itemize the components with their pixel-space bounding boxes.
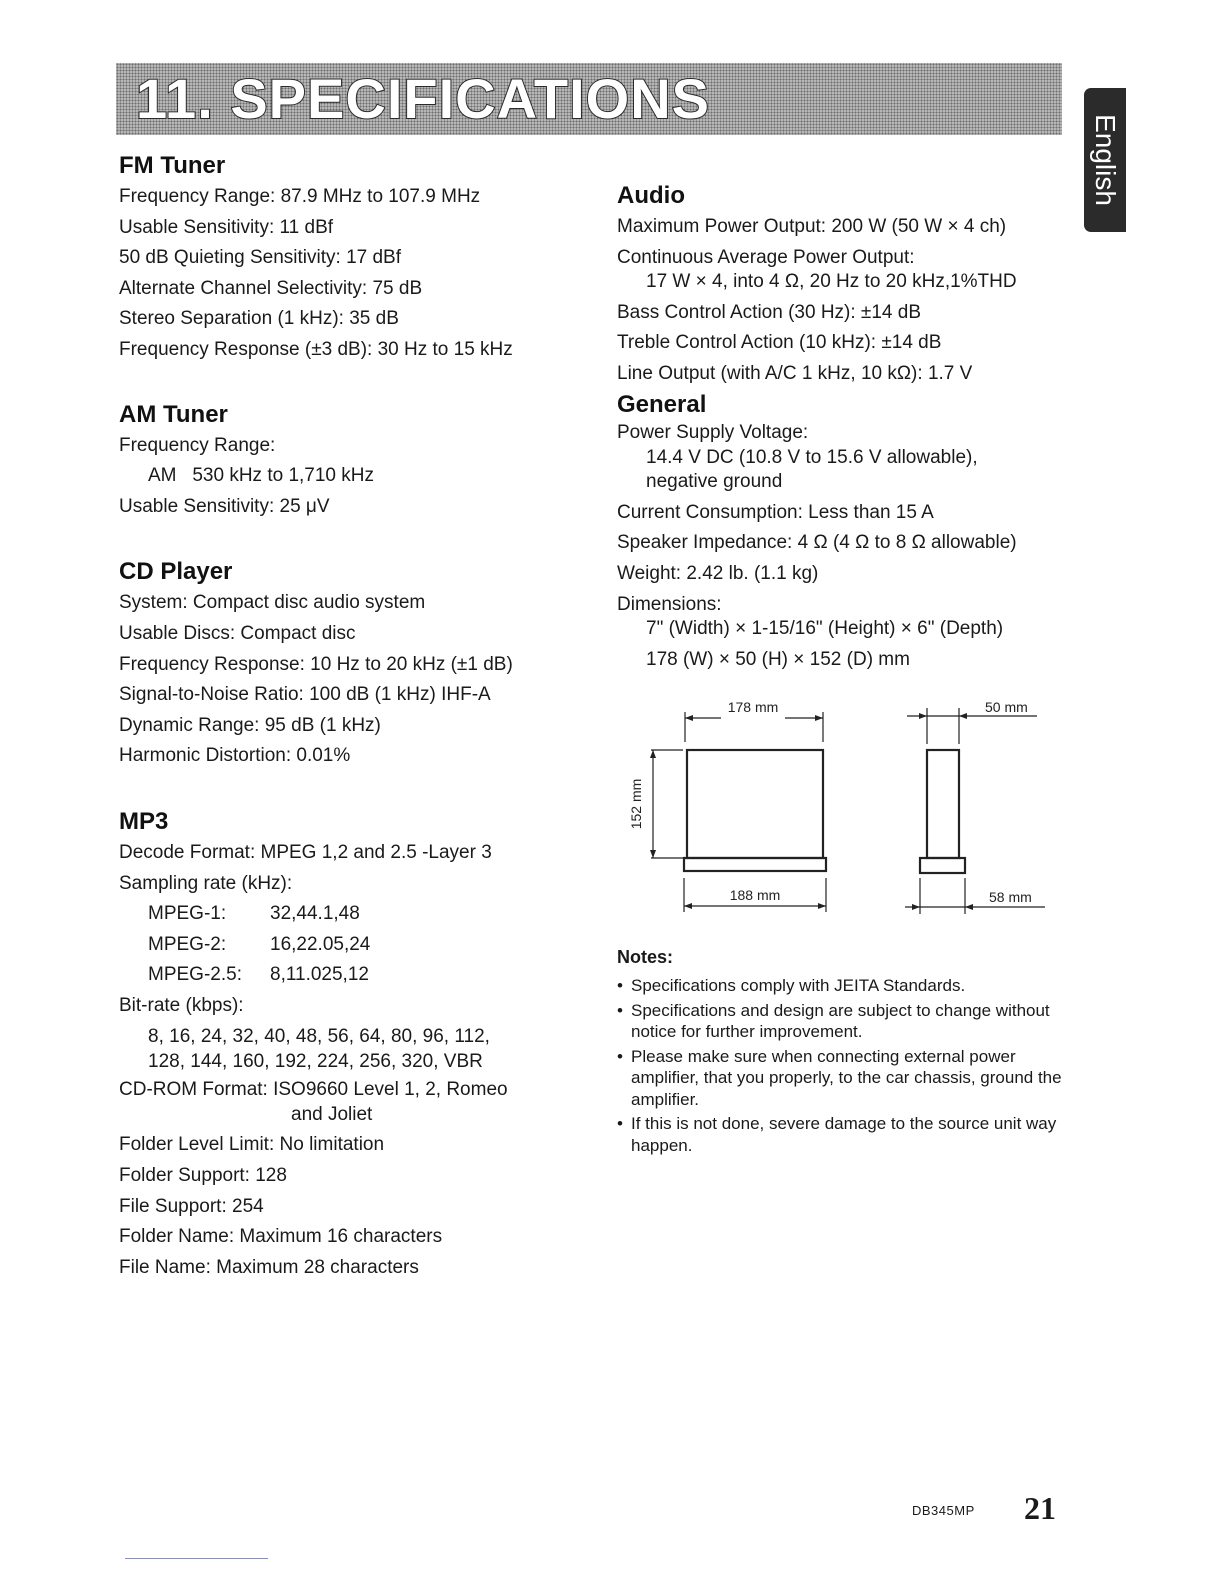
spec-line: Stereo Separation (1 kHz): 35 dB (119, 308, 399, 330)
spec-line: Usable Sensitivity: 11 dBf (119, 216, 334, 238)
model-number: DB345MP (912, 1503, 975, 1518)
notes-heading: Notes: (617, 947, 674, 967)
spec-line: Bass Control Action (30 Hz): ±14 dB (617, 301, 922, 323)
spec-line: Harmonic Distortion: 0.01% (119, 745, 351, 767)
general-heading: General (617, 391, 707, 419)
right-column (617, 180, 1087, 675)
sampling-value: 16,22.05,24 (270, 933, 371, 955)
sampling-row (119, 960, 589, 991)
mp3-heading: MP3 (119, 807, 169, 835)
sampling-key: MPEG-2: (148, 933, 227, 955)
spec-line: Frequency Range: (119, 434, 276, 456)
language-tab-label: English (1090, 114, 1121, 206)
spec-line: 50 dB Quieting Sensitivity: 17 dBf (119, 247, 401, 269)
front-bottom-label: 188 mm (729, 887, 781, 903)
spec-line: Frequency Range: 87.9 MHz to 107.9 MHz (119, 186, 481, 207)
page-number: 21 (1024, 1490, 1056, 1526)
sampling-key: MPEG-2.5: (148, 964, 242, 986)
audio-heading: Audio (617, 182, 685, 209)
spec-line: Folder Name: Maximum 16 characters (119, 1226, 443, 1248)
side-view-nosepiece (920, 858, 965, 873)
am-tuner-heading: AM Tuner (119, 400, 228, 428)
spec-line: Frequency Response: 10 Hz to 20 kHz (±1 dB) (119, 653, 513, 675)
spec-line: AM 530 kHz to 1,710 kHz (148, 465, 374, 487)
spec-line: Speaker Impedance: 4 Ω (4 Ω to 8 Ω allowable) (617, 532, 1017, 554)
fm-tuner-heading: FM Tuner (119, 152, 226, 179)
front-view-nosepiece (684, 858, 826, 871)
spec-line: negative ground (646, 471, 783, 493)
mp3-section (119, 806, 589, 1284)
spec-line: Maximum Power Output: 200 W (50 W × 4 ch) (617, 216, 1007, 237)
spec-line: File Name: Maximum 28 characters (119, 1256, 419, 1278)
note-item: • If this is not done, severe damage to the source unit way happen. (617, 1113, 1067, 1156)
spec-line: System: Compact disc audio system (119, 592, 426, 614)
audio-section (617, 180, 1087, 389)
bitrate-line: 8, 16, 24, 32, 40, 48, 56, 64, 80, 96, 112, (148, 1026, 490, 1048)
side-bottom-label: 58 mm (989, 889, 1032, 905)
spec-line: Alternate Channel Selectivity: 75 dB (119, 277, 423, 299)
side-view-body (927, 750, 959, 858)
spec-line: Line Output (with A/C 1 kHz, 10 kΩ): 1.7 V (617, 362, 973, 384)
footer-divider (125, 1558, 268, 1559)
cd-player-heading: CD Player (119, 558, 233, 586)
note-item: • Please make sure when connecting external power amplifier, that you properly, to the car chassis, ground the amplifier. (617, 1046, 1067, 1111)
spec-line: and Joliet (291, 1103, 373, 1125)
spec-line: Folder Level Limit: No limitation (119, 1134, 385, 1156)
dimension-diagram (617, 690, 1067, 920)
front-width-label: 178 mm (727, 699, 779, 715)
spec-line: CD-ROM Format: ISO9660 Level 1, 2, Romeo (119, 1079, 508, 1101)
spec-line: Sampling rate (kHz): (119, 872, 293, 894)
spec-line: Dynamic Range: 95 dB (1 kHz) (119, 714, 381, 736)
am-tuner-section (119, 399, 589, 523)
spec-line: 14.4 V DC (10.8 V to 15.6 V allowable), (646, 446, 978, 468)
spec-line: Usable Sensitivity: 25 μV (119, 495, 330, 517)
page-title: 11. SPECIFICATIONS (136, 67, 710, 130)
spec-line: Decode Format: MPEG 1,2 and 2.5 -Layer 3 (119, 841, 492, 863)
spec-line: File Support: 254 (119, 1195, 264, 1217)
sampling-value: 32,44.1,48 (270, 903, 360, 925)
spec-line: Signal-to-Noise Ratio: 100 dB (1 kHz) IHF-A (119, 684, 491, 706)
sampling-row (119, 899, 589, 930)
spec-line: Frequency Response (±3 dB): 30 Hz to 15 kHz (119, 338, 513, 360)
spec-line: Folder Support: 128 (119, 1165, 287, 1187)
left-column (119, 150, 589, 1283)
note-item: • Specifications and design are subject to change without notice for further improvement. (617, 1000, 1067, 1043)
side-top-label: 50 mm (985, 699, 1028, 715)
general-section (617, 389, 1087, 675)
spec-line: Continuous Average Power Output: (617, 246, 915, 268)
note-item: • Specifications comply with JEITA Standards. (617, 975, 1067, 997)
spec-line: Usable Discs: Compact disc (119, 622, 356, 644)
cd-player-section (119, 556, 589, 772)
spec-line: Weight: 2.42 lb. (1.1 kg) (617, 563, 819, 585)
dimension-drawing (617, 690, 1067, 920)
bitrate-line: 128, 144, 160, 192, 224, 256, 320, VBR (148, 1050, 483, 1072)
front-height-label: 152 mm (628, 778, 644, 830)
title-banner (116, 63, 1062, 135)
notes-section (617, 945, 1067, 1159)
spec-line: Power Supply Voltage: (617, 422, 809, 444)
spec-line: 7" (Width) × 1-15/16" (Height) × 6" (Depth) (646, 618, 1004, 640)
language-tab (1084, 88, 1126, 232)
sampling-row (119, 930, 589, 961)
notes-list (617, 975, 1067, 1156)
sampling-value: 8,11.025,12 (270, 964, 369, 986)
spec-line: Treble Control Action (10 kHz): ±14 dB (617, 332, 942, 354)
spec-line: Current Consumption: Less than 15 A (617, 501, 934, 523)
sampling-key: MPEG-1: (148, 903, 227, 925)
fm-tuner-section (119, 150, 589, 366)
spec-line: Bit-rate (kbps): (119, 994, 244, 1016)
spec-line: Dimensions: (617, 593, 722, 615)
front-view-body (687, 750, 823, 858)
spec-line: 178 (W) × 50 (H) × 152 (D) mm (646, 648, 910, 670)
spec-line: 17 W × 4, into 4 Ω, 20 Hz to 20 kHz,1%THD (646, 271, 1017, 293)
